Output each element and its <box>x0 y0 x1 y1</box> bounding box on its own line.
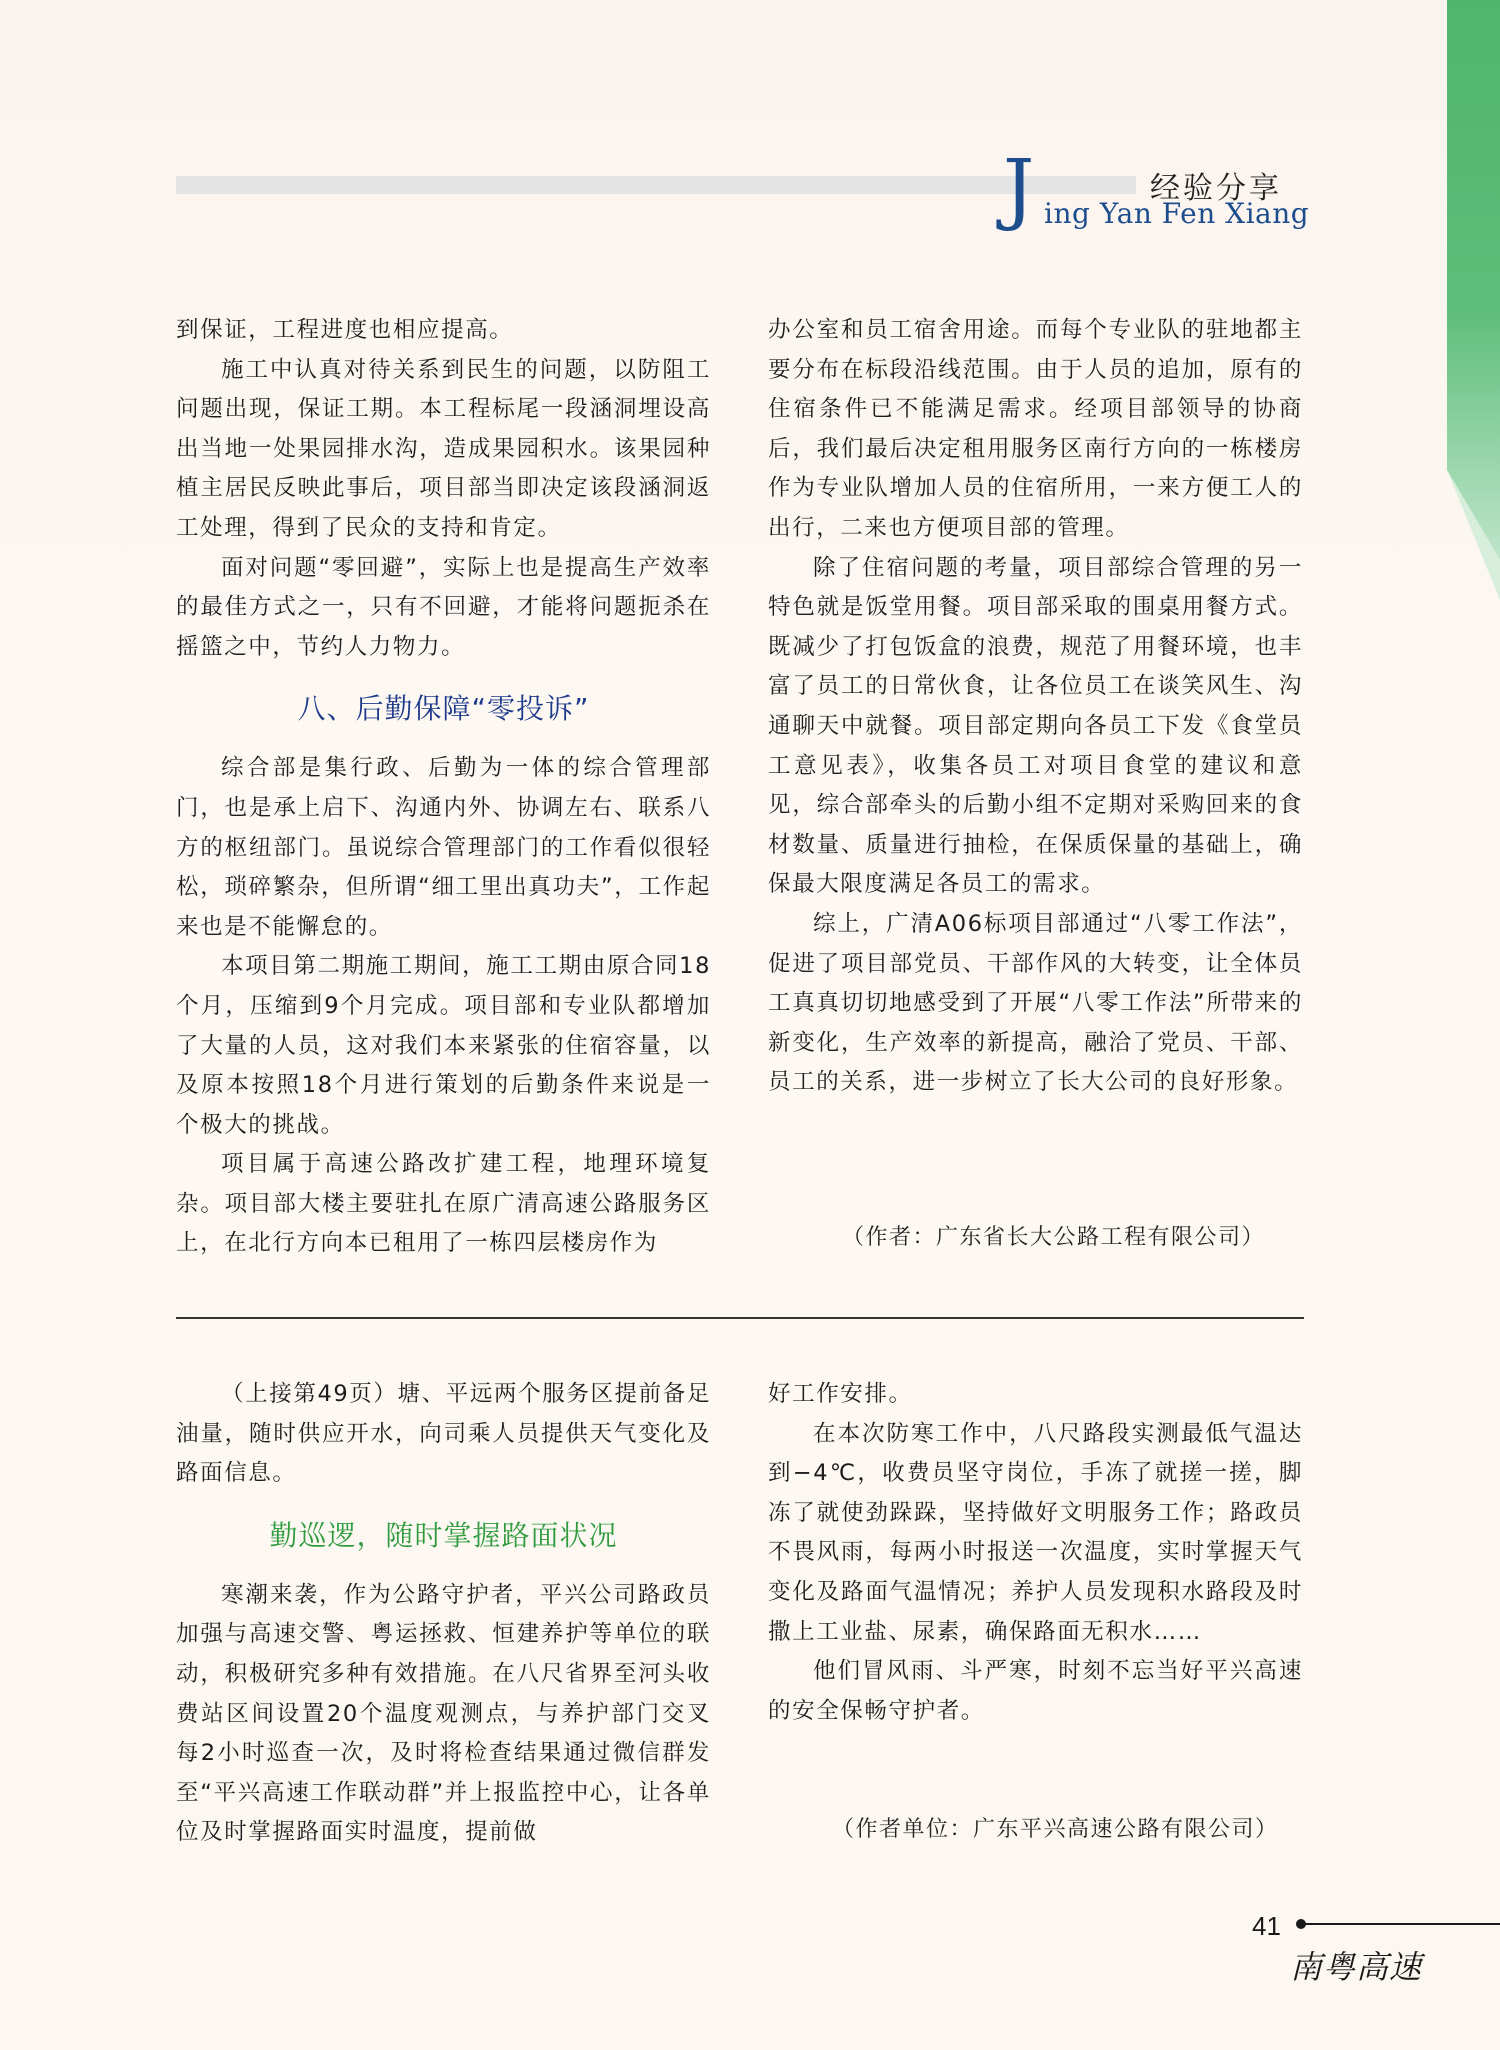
paragraph: 在本次防寒工作中，八尺路段实测最低气温达到−4℃，收费员坚守岗位，手冻了就搓一搓，脚冻了就使劲跺跺，坚持做好文明服务工作；路政员不畏风雨，每两小时报送一次温度，实时掌握天气变化及路面气温情况；养护人员发现积水路段及时撒上工业盐、尿素，确保路面无积水…… <box>768 1420 1303 1645</box>
paragraph: 本项目第二期施工期间，施工工期由原合同18个月，压缩到9个月完成。项目部和专业队都增加了大量的人员，这对我们本来紧张的住宿容量，以及原本按照18个月进行策划的后勤条件来说是一个极大的挑战。 <box>176 953 711 1138</box>
section-heading: 八、后勤保障“零投诉” <box>297 692 590 726</box>
author-credit: （作者：广东省长大公路工程有限公司） <box>842 1225 1266 1250</box>
paragraph: 综上，广清A06标项目部通过“八零工作法”，促进了项目部党员、干部作风的大转变，让全体员工真真切切地感受到了开展“八零工作法”所带来的新变化，生产效率的新提高，融洽了党员、干部、员工的关系，进一步树立了长大公司的良好形象。 <box>768 910 1303 1096</box>
page-number: 41 <box>1252 1911 1281 1941</box>
paragraph: 面对问题“零回避”，实际上也是提高生产效率的最佳方式之一，只有不回避，才能将问题扼杀在摇篮之中，节约人力物力。 <box>176 554 711 660</box>
author-credit: （作者单位：广东平兴高速公路有限公司） <box>832 1817 1279 1842</box>
article-divider <box>176 1317 1304 1319</box>
paragraph: 到保证，工程进度也相应提高。 <box>176 317 514 343</box>
article1-column-1 <box>176 311 711 1264</box>
paragraph: 综合部是集行政、后勤为一体的综合管理部门，也是承上启下、沟通内外、协调左右、联系八方的枢纽部门。虽说综合管理部门的工作看似很轻松，琐碎繁杂，但所谓“细工里出真功夫”，工作起来也是不能懈怠的。 <box>176 755 711 940</box>
paragraph: 施工中认真对待关系到民生的问题，以防阻工问题出现，保证工期。本工程标尾一段涵洞埋设高出当地一处果园排水沟，造成果园积水。该果园种植主居民反映此事后，项目部当即决定该段涵洞返工处理，得到了民众的支持和肯定。 <box>176 356 711 541</box>
article2-column-2 <box>768 1375 1303 1731</box>
paragraph: 项目属于高速公路改扩建工程，地理环境复杂。项目部大楼主要驻扎在原广清高速公路服务区上，在北行方向本已租用了一栋四层楼房作为 <box>176 1151 711 1257</box>
article1-column-2 <box>768 311 1303 1103</box>
section-heading: 勤巡逻，随时掌握路面状况 <box>269 1518 618 1552</box>
paragraph: 寒潮来袭，作为公路守护者，平兴公司路政员加强与高速交警、粤运拯救、恒建养护等单位的联动，积极研究多种有效措施。在八尺省界至河头收费站区间设置20个温度观测点，与养护部门交叉每2小时巡查一次，及时将检查结果通过微信群发至“平兴高速工作联动群”并上报监控中心，让各单位及时掌握路面实时温度，提前做 <box>176 1581 711 1846</box>
footer-rule <box>1304 1923 1500 1925</box>
paragraph: 除了住宿问题的考量，项目部综合管理的另一特色就是饭堂用餐。项目部采取的围桌用餐方式。既减少了打包饭盒的浪费，规范了用餐环境，也丰富了员工的日常伙食，让各位员工在谈笑风生、沟通聊天中就餐。项目部定期向各员工下发《食堂员工意见表》，收集各员工对项目食堂的建议和意见，综合部牵头的后勤小组不定期对采购回来的食材数量、质量进行抽检，在保质保量的基础上，确保最大限度满足各员工的需求。 <box>768 554 1303 898</box>
article2-column-1 <box>176 1375 711 1853</box>
paragraph: 办公室和员工宿舍用途。而每个专业队的驻地都主要分布在标段沿线范围。由于人员的追加，原有的住宿条件已不能满足需求。经项目部领导的协商后，我们最后决定租用服务区南行方向的一栋楼房作为专业队增加人员的住宿所用，一来方便工人的出行，二来也方便项目部的管理。 <box>768 317 1303 541</box>
magazine-logo: 南粤高速 <box>1290 1948 1423 1986</box>
section-pinyin: ing Yan Fen Xiang <box>1044 197 1310 230</box>
section-title: 经验分享 <box>1150 171 1282 206</box>
header-bar <box>176 176 1136 194</box>
paragraph: （上接第49页）塘、平远两个服务区提前备足油量，随时供应开水，向司乘人员提供天气变化及路面信息。 <box>176 1381 711 1487</box>
section-initial: J <box>1003 144 1035 234</box>
paragraph: 好工作安排。 <box>768 1381 913 1407</box>
paragraph: 他们冒风雨、斗严寒，时刻不忘当好平兴高速的安全保畅守护者。 <box>768 1658 1303 1724</box>
